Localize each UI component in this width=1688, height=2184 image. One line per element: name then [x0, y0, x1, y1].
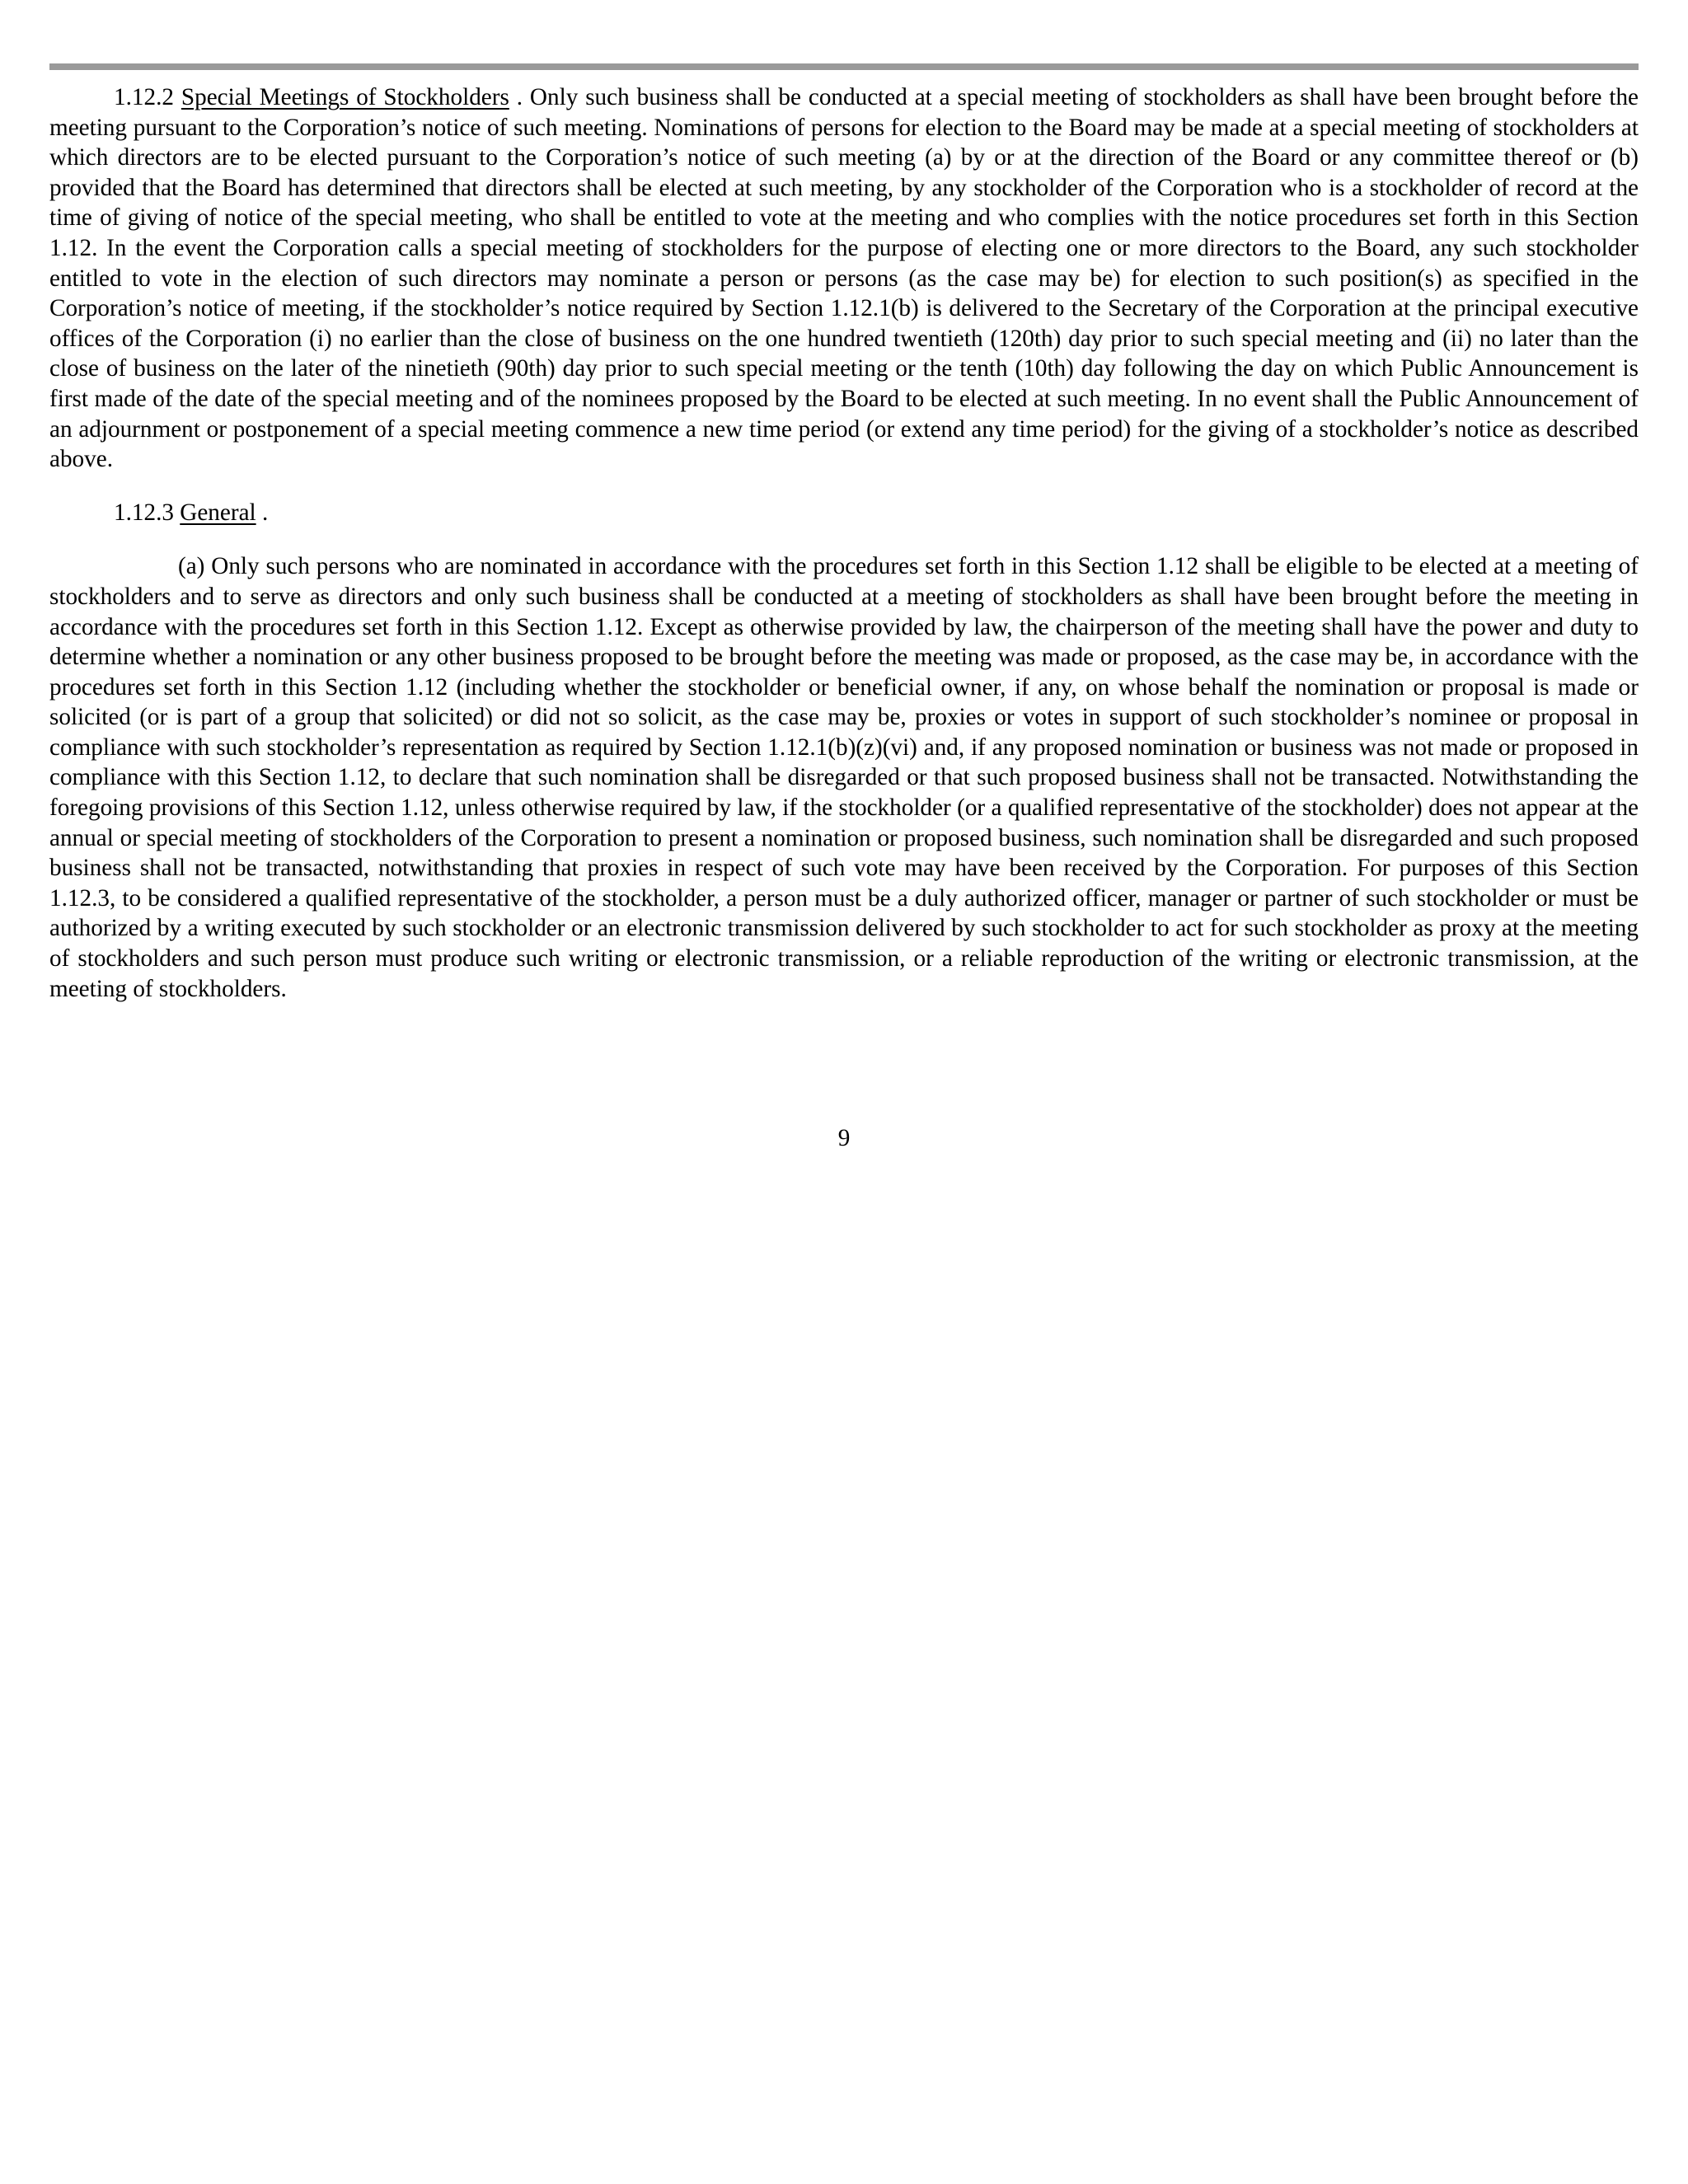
- section-1-12-3-heading-line: [49, 498, 1639, 528]
- section-1-12-3-paragraph-a: (a) Only such persons who are nominated in accordance with the procedures set forth in this Section 1.12 shall be eligible to be elected at a meeting of stockholders and to serve as directors and only such business shall be conducted at a meeting of stockholders as shall have been brought before the meeting in accordance with the procedures set forth in this Section 1.12. Except as otherwise provided by law, the chairperson of the meeting shall have the power and duty to determine whether a nomination or any other business proposed to be brought before the meeting was made or proposed, as the case may be, in accordance with the procedures set forth in this Section 1.12 (including whether the stockholder or beneficial owner, if any, on whose behalf the nomination or proposal is made or solicited (or is part of a group that solicited) or did not so solicit, as the case may be, proxies or votes in support of such stockholder’s nominee or proposal in compliance with such stockholder’s representation as required by Section 1.12.1(b)(z)(vi) and, if any proposed nomination or business was not made or proposed in compliance with this Section 1.12, to declare that such nomination shall be disregarded or that such proposed business shall not be transacted. Notwithstanding the foregoing provisions of this Section 1.12, unless otherwise required by law, if the stockholder (or a qualified representative of the stockholder) does not appear at the annual or special meeting of stockholders of the Corporation to present a nomination or proposed business, such nomination shall be disregarded and such proposed business shall not be transacted, notwithstanding that proxies in respect of such vote may have been received by the Corporation. For purposes of this Section 1.12.3, to be considered a qualified representative of the stockholder, a person must be a duly authorized officer, manager or partner of such stockholder or must be authorized by a writing executed by such stockholder or an electronic transmission delivered by such stockholder to act for such stockholder as proxy at the meeting of stockholders and such person must produce such writing or electronic transmission, or a reliable reproduction of the writing or electronic transmission, at the meeting of stockholders.: [49, 553, 1639, 1002]
- section-1-12-2-heading: Special Meetings of Stockholders: [181, 84, 509, 110]
- document-body: [49, 82, 1639, 1004]
- section-1-12-3-heading-suffix: .: [256, 499, 269, 526]
- section-1-12-2-paragraph: [49, 82, 1639, 475]
- page-number: 9: [837, 1125, 851, 1151]
- header-rule: [49, 63, 1639, 70]
- section-1-12-2-number: 1.12.2: [114, 84, 174, 110]
- section-1-12-2-heading-suffix: .: [509, 84, 523, 110]
- section-1-12-3-number: 1.12.3: [114, 499, 174, 526]
- section-1-12-2-body: Only such business shall be conducted at a special meeting of stockholders as shall have been brought before the meeting pursuant to the Corporation’s notice of such meeting. Nominations of persons for election to the Board may be made at a special meeting of stockholders at which directors are to be elected pursuant to the Corporation’s notice of such meeting (a) by or at the direction of the Board or any committee thereof or (b) provided that the Board has determined that directors shall be elected at such meeting, by any stockholder of the Corporation who is a stockholder of record at the time of giving of notice of the special meeting, who shall be entitled to vote at the meeting and who complies with the notice procedures set forth in this Section 1.12. In the event the Corporation calls a special meeting of stockholders for the purpose of electing one or more directors to the Board, any such stockholder entitled to vote in the election of such directors may nominate a person or persons (as the case may be) for election to such position(s) as specified in the Corporation’s notice of meeting, if the stockholder’s notice required by Section 1.12.1(b) is delivered to the Secretary of the Corporation at the principal executive offices of the Corporation (i) no earlier than the close of business on the one hundred twentieth (120th) day prior to such special meeting and (ii) no later than the close of business on the later of the ninetieth (90th) day prior to such special meeting or the tenth (10th) day following the day on which Public Announcement is first made of the date of the special meeting and of the nominees proposed by the Board to be elected at such meeting. In no event shall the Public Announcement of an adjournment or postponement of a special meeting commence a new time period (or extend any time period) for the giving of a stockholder’s notice as described above.: [49, 84, 1639, 473]
- section-1-12-3-heading: General: [180, 499, 256, 526]
